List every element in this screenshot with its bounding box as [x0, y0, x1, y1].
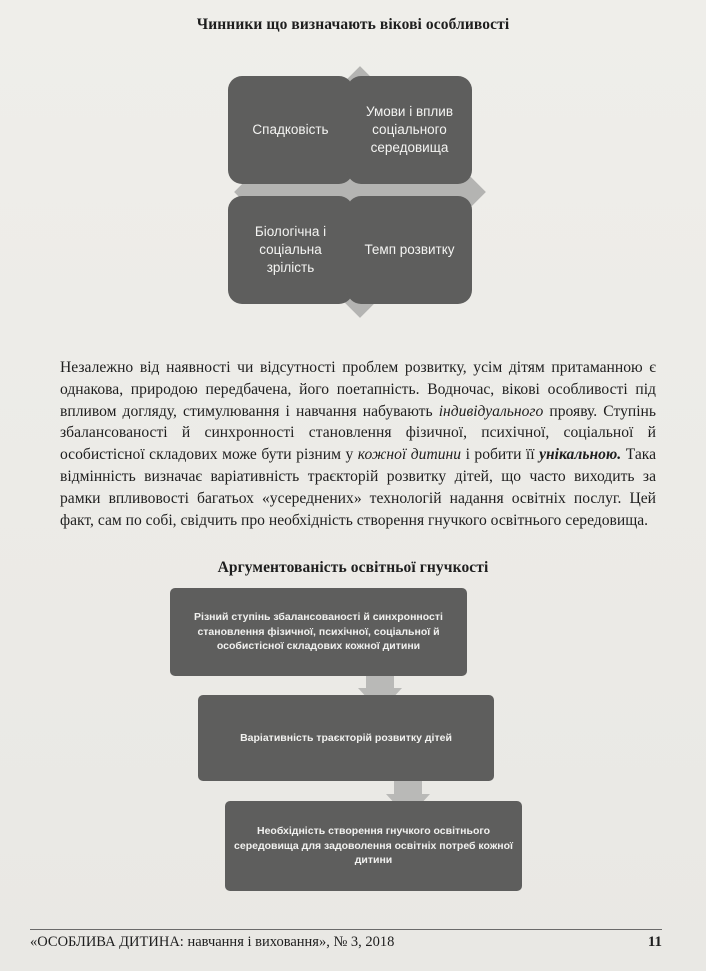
- paragraph-text-3: і робити її: [461, 446, 540, 464]
- page-footer: [30, 934, 662, 951]
- section-heading-argument: Аргументованість освітньої гнучкості: [217, 559, 489, 576]
- paragraph-emphasis-1: індивідуального: [438, 402, 544, 420]
- paragraph-emphasis-3: унікальною.: [539, 446, 622, 464]
- section-heading-factors: Чинники що визначають вікові особливості: [196, 16, 510, 33]
- matrix-item-maturity: Біологічна і соціальна зрілість: [228, 196, 353, 304]
- matrix-item-social-environment: Умови і вплив соціального середовища: [347, 76, 472, 184]
- process-step-1: Різний ступінь збалансованості й синхронності становлення фізичної, психічної, соціальної й особистісної складових кожної дитини: [170, 588, 467, 676]
- process-step-3: Необхідність створення гнучкого освітнього середовища для задоволення освітніх потреб кожної дитини: [225, 801, 522, 891]
- matrix-item-development-pace: Темп розвитку: [347, 196, 472, 304]
- matrix-item-heredity: Спадковість: [228, 76, 353, 184]
- journal-name: «ОСОБЛИВА ДИТИНА: навчання і виховання», № 3, 2018: [30, 934, 395, 950]
- paragraph-text-2: прояву. Ступінь збалансованості й синхронності становлення фізичної, психічної, соціальної й особистісної складових може бути різним у: [60, 402, 656, 464]
- paragraph-text-1: Незалежно від наявності чи відсутності проблем розвитку, усім дітям притаманною є однакова, природою передбачена, його поетапність. Водночас, вікові особливості під впливом догляду, стимулювання і навчання набувають: [60, 359, 656, 420]
- paragraph-text-4: Така відмінність визначає варіативність траєкторій розвитку дітей, що часто виходить за рамки впливовості багатьох «усереднених» технологій надання освітніх послуг. Цей факт, сам по собі, свідчить про необхідність створення гнучкого освітнього середовища.: [60, 446, 657, 529]
- process-diagram: [170, 588, 530, 893]
- body-paragraph: [60, 357, 656, 531]
- paragraph-emphasis-2: кожної дитини: [357, 446, 462, 464]
- footer-rule: [30, 929, 662, 930]
- factors-matrix-diagram: [195, 72, 525, 312]
- process-step-2: Варіативність траєкторій розвитку дітей: [198, 695, 494, 781]
- page-number: 11: [647, 934, 662, 950]
